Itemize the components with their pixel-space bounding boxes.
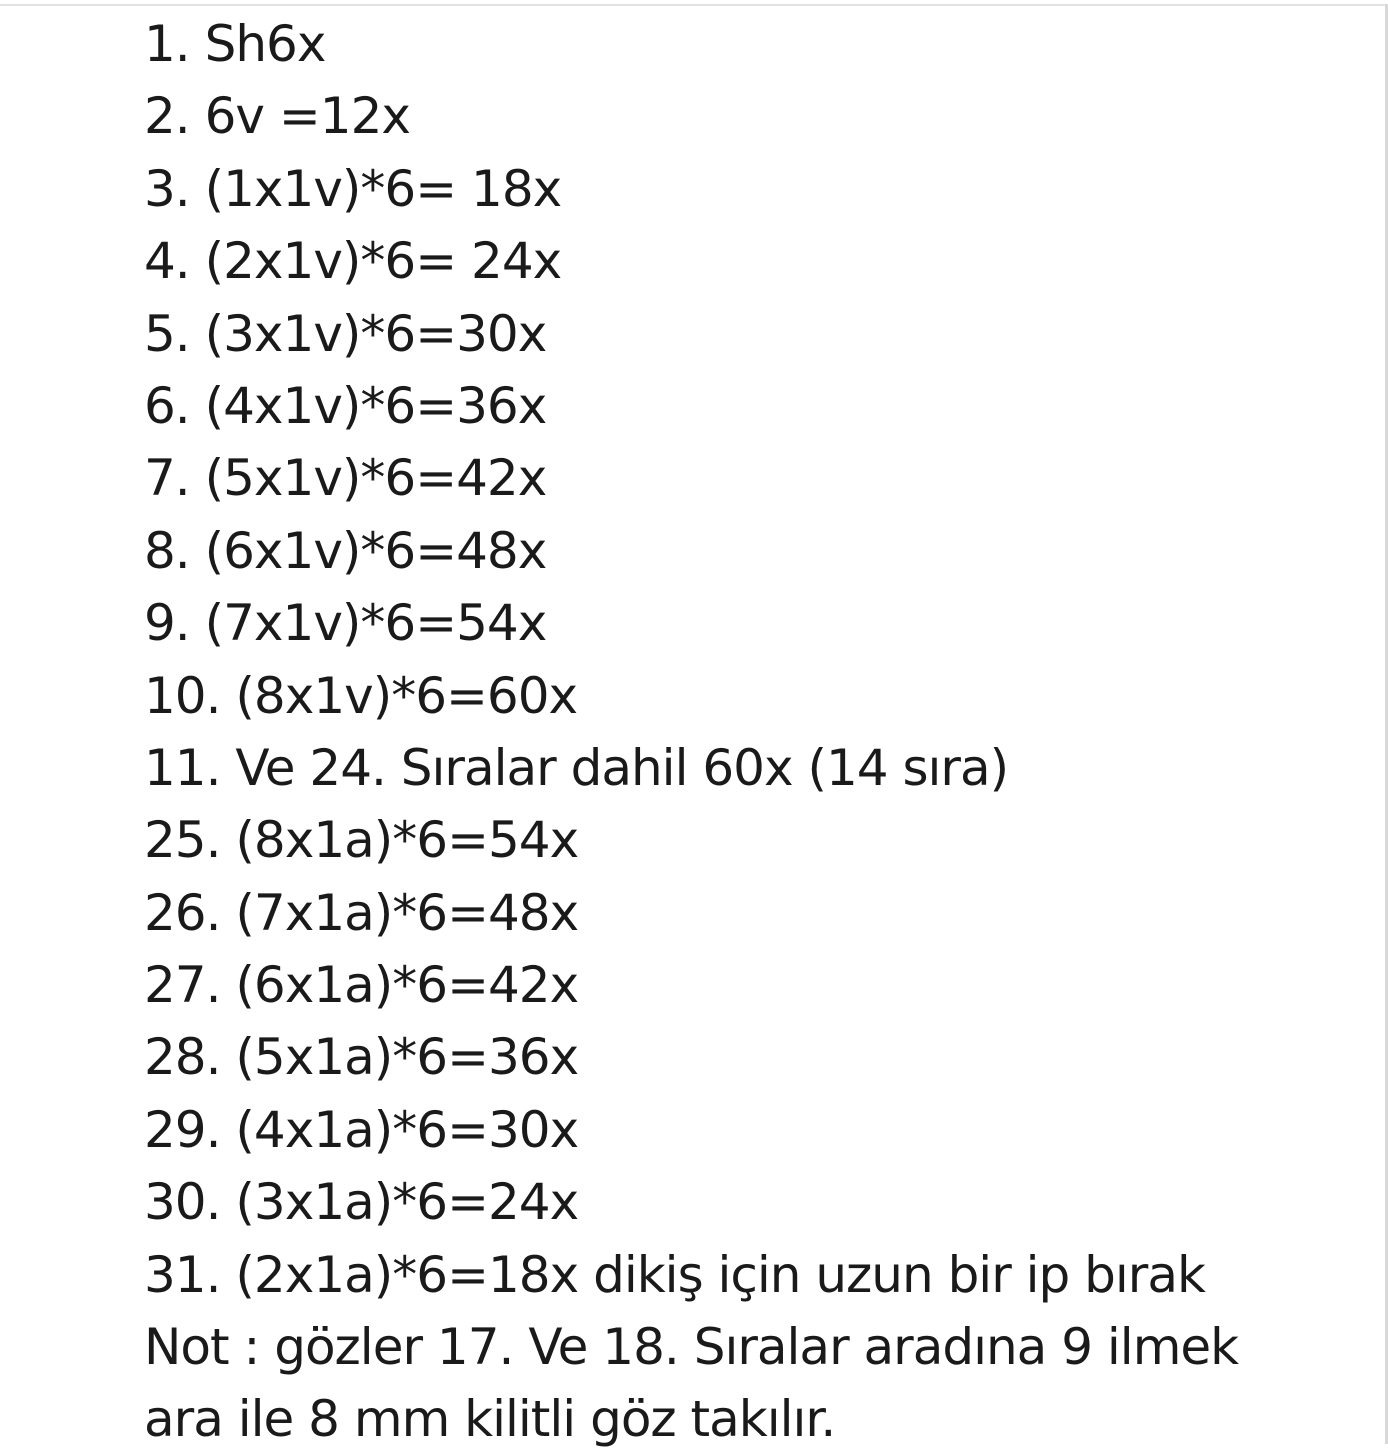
note-line-1: Not : gözler 17. Ve 18. Sıralar aradına 9 ilmek [144,1318,1239,1377]
pattern-row: 3. (1x1v)*6= 18x [144,159,562,218]
pattern-row: 11. Ve 24. Sıralar dahil 60x (14 sıra) [144,738,1009,797]
pattern-row: 1. Sh6x [144,15,326,73]
pattern-row: 25. (8x1a)*6=54x [144,811,579,870]
pattern-row: 7. (5x1v)*6=42x [144,449,547,508]
pattern-row: 10. (8x1v)*6=60x [144,666,578,725]
pattern-row: 5. (3x1v)*6=30x [144,304,547,363]
note-line-2: ara ile 8 mm kilitli göz takılır. [144,1390,836,1449]
pattern-row: 8. (6x1v)*6=48x [144,521,547,580]
pattern-row: 6. (4x1v)*6=36x [144,376,547,435]
pattern-row: 29. (4x1a)*6=30x [144,1100,579,1159]
pattern-row: 31. (2x1a)*6=18x dikiş için uzun bir ip bırak [144,1245,1205,1304]
pattern-row: 4. (2x1v)*6= 24x [144,232,562,291]
top-divider [0,4,1388,6]
pattern-row: 27. (6x1a)*6=42x [144,956,579,1015]
pattern-row: 30. (3x1a)*6=24x [144,1173,579,1232]
pattern-row: 28. (5x1a)*6=36x [144,1028,579,1087]
pattern-row: 2. 6v =12x [144,87,411,146]
pattern-text [144,8,1364,1456]
pattern-row: 26. (7x1a)*6=48x [144,883,579,942]
pattern-row: 9. (7x1v)*6=54x [144,594,547,653]
